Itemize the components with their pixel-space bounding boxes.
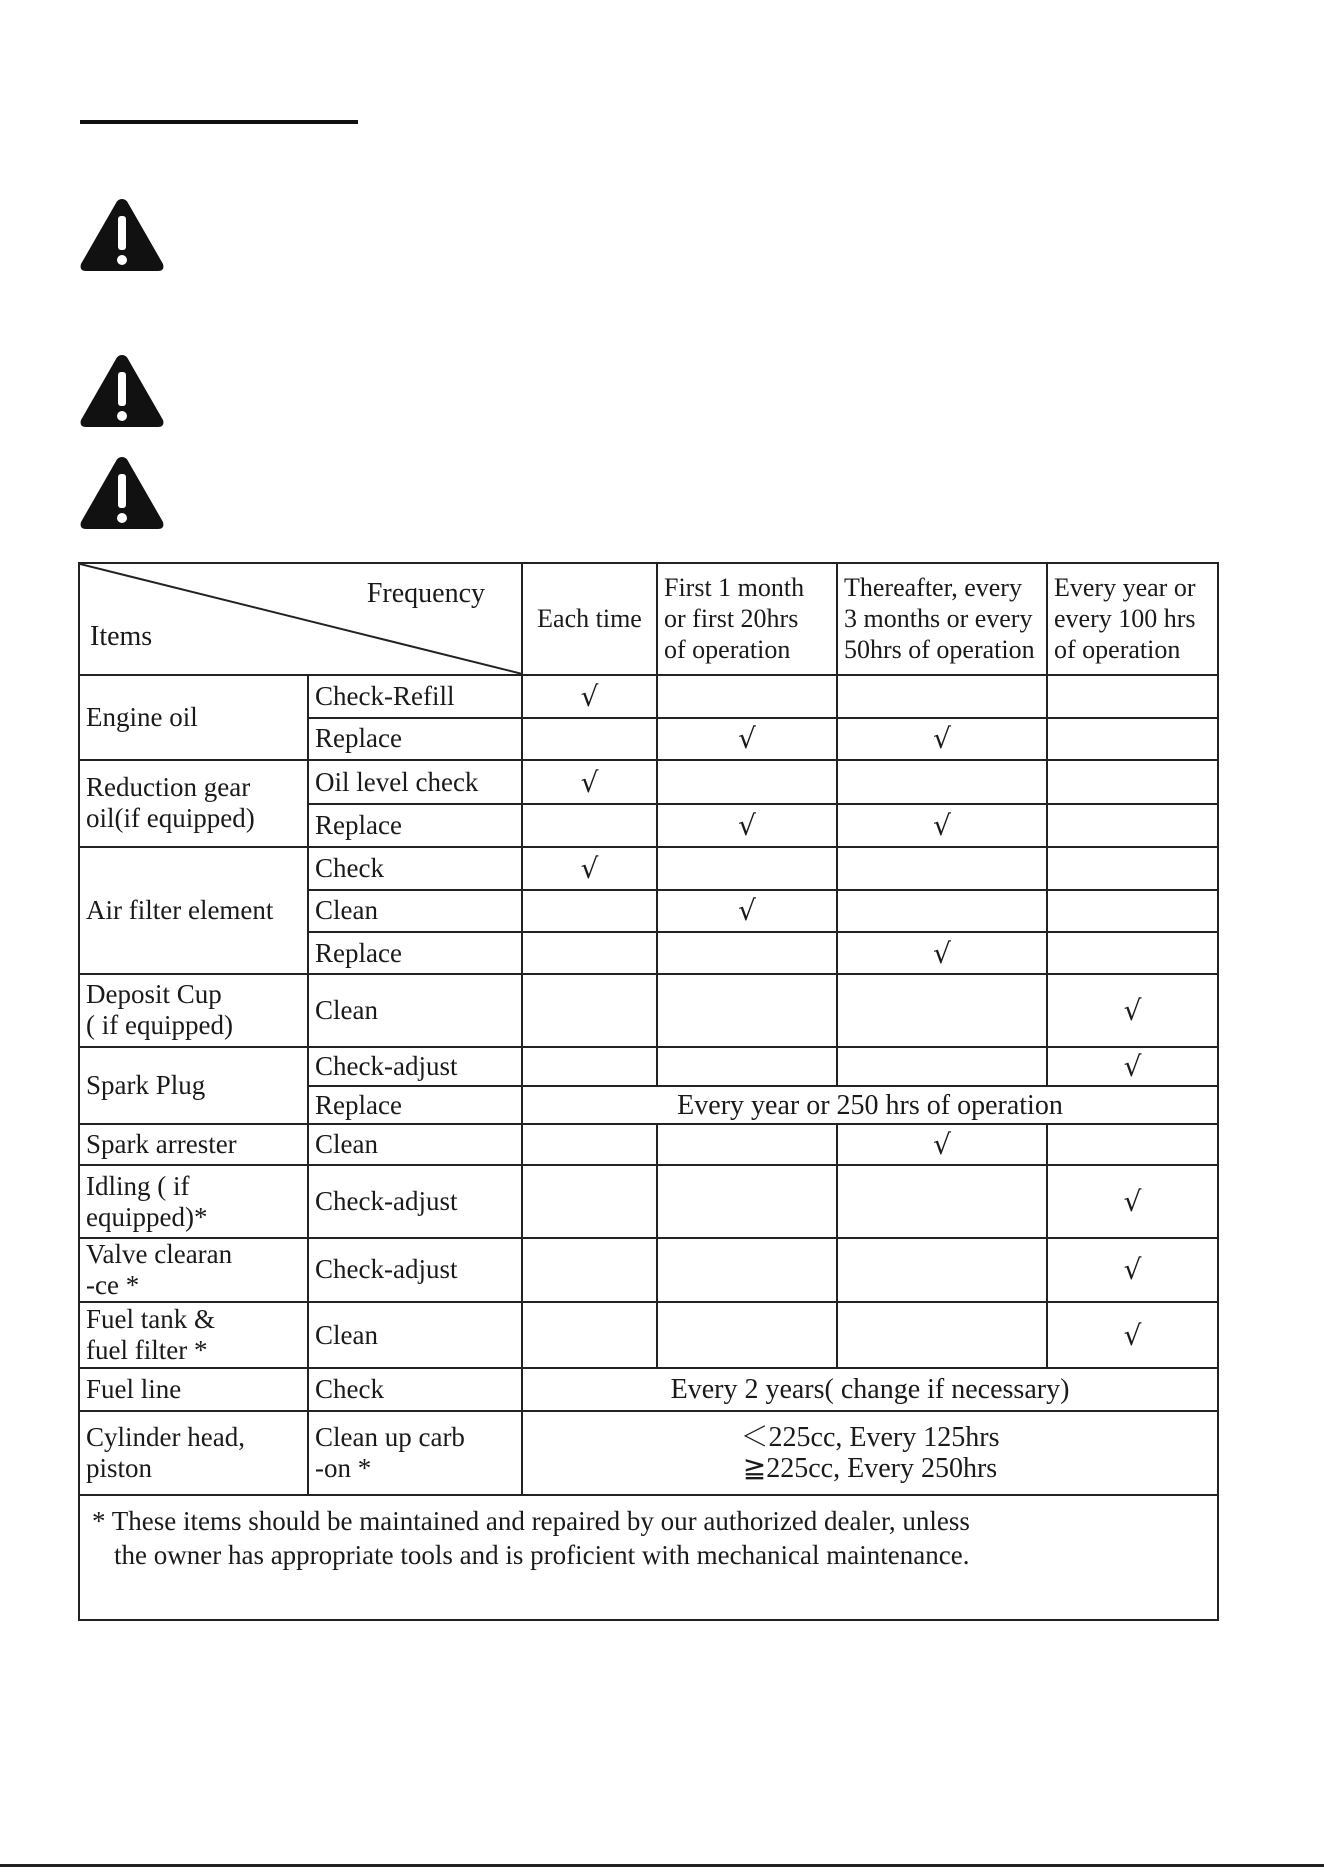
fuel-line-check-interval: Every 2 years( change if necessary) bbox=[522, 1368, 1218, 1410]
check-mark-icon: √ bbox=[837, 1124, 1047, 1165]
table-row bbox=[79, 1302, 1218, 1368]
item-fuel-tank: Fuel tank & fuel filter * bbox=[79, 1302, 308, 1368]
item-idling: Idling ( if equipped)* bbox=[79, 1165, 308, 1237]
table-footnote-row bbox=[79, 1495, 1218, 1620]
item-reduction-gear: Reduction gear oil(if equipped) bbox=[79, 760, 308, 846]
item-cylinder-head: Cylinder head, piston bbox=[79, 1411, 308, 1495]
action-cell: Check bbox=[308, 1368, 522, 1410]
action-cell: Clean bbox=[308, 1124, 522, 1165]
item-spark-arrester: Spark arrester bbox=[79, 1124, 308, 1165]
check-mark-icon: √ bbox=[1047, 1302, 1218, 1368]
footnote: * These items should be maintained and repaired by our authorized dealer, unless the owner has appropriate tools and is proficient with mechanical maintenance. bbox=[79, 1495, 1218, 1620]
table-row bbox=[79, 1124, 1218, 1165]
spark-plug-replace-interval: Every year or 250 hrs of operation bbox=[522, 1086, 1218, 1124]
col-thereafter: Thereafter, every 3 months or every 50hrs of operation bbox=[837, 563, 1047, 675]
check-mark-icon: √ bbox=[1047, 1047, 1218, 1086]
action-cell: Clean bbox=[308, 890, 522, 932]
action-cell: Check-Refill bbox=[308, 675, 522, 718]
item-air-filter: Air filter element bbox=[79, 847, 308, 975]
action-cell: Check-adjust bbox=[308, 1047, 522, 1086]
check-mark-icon: √ bbox=[837, 932, 1047, 974]
heading-underline bbox=[80, 120, 358, 124]
page-bottom-rule bbox=[0, 1864, 1324, 1867]
check-mark-icon: √ bbox=[522, 847, 657, 890]
check-mark-icon: √ bbox=[657, 890, 837, 932]
table-row bbox=[79, 847, 1218, 890]
action-cell: Replace bbox=[308, 932, 522, 974]
item-engine-oil: Engine oil bbox=[79, 675, 308, 760]
table-row bbox=[79, 1238, 1218, 1302]
table-row bbox=[79, 760, 1218, 804]
check-mark-icon: √ bbox=[522, 675, 657, 718]
warning-triangle-icon bbox=[78, 352, 166, 430]
col-first-month: First 1 month or first 20hrs of operation bbox=[657, 563, 837, 675]
action-cell: Check-adjust bbox=[308, 1165, 522, 1237]
check-mark-icon: √ bbox=[1047, 1165, 1218, 1237]
action-cell: Replace bbox=[308, 804, 522, 846]
table-row bbox=[79, 1411, 1218, 1495]
check-mark-icon: √ bbox=[1047, 1238, 1218, 1302]
items-label: Items bbox=[90, 620, 153, 652]
col-every-year: Every year or every 100 hrs of operation bbox=[1047, 563, 1218, 675]
carbon-cleaning-interval: ＜225cc, Every 125hrs ≧225cc, Every 250hrs bbox=[522, 1411, 1218, 1495]
check-mark-icon: √ bbox=[657, 804, 837, 846]
frequency-label: Frequency bbox=[366, 578, 485, 609]
action-cell: Clean bbox=[308, 974, 522, 1046]
item-deposit-cup: Deposit Cup ( if equipped) bbox=[79, 974, 308, 1046]
check-mark-icon: √ bbox=[837, 718, 1047, 760]
action-cell: Clean bbox=[308, 1302, 522, 1368]
warning-triangle-icon bbox=[78, 196, 166, 274]
item-valve-clearance: Valve clearan -ce * bbox=[79, 1238, 308, 1302]
check-mark-icon: √ bbox=[657, 718, 837, 760]
item-fuel-line: Fuel line bbox=[79, 1368, 308, 1410]
maintenance-schedule-table bbox=[78, 562, 1219, 1621]
table-row bbox=[79, 675, 1218, 718]
table-row bbox=[79, 1165, 1218, 1237]
table-row bbox=[79, 1368, 1218, 1410]
action-cell: Check-adjust bbox=[308, 1238, 522, 1302]
table-row bbox=[79, 1047, 1218, 1086]
check-mark-icon: √ bbox=[837, 804, 1047, 846]
table-header-row bbox=[79, 563, 1218, 675]
action-cell: Replace bbox=[308, 718, 522, 760]
check-mark-icon: √ bbox=[1047, 974, 1218, 1046]
check-mark-icon: √ bbox=[522, 760, 657, 804]
item-spark-plug: Spark Plug bbox=[79, 1047, 308, 1124]
action-cell: Clean up carb -on * bbox=[308, 1411, 522, 1495]
col-each-time: Each time bbox=[522, 563, 657, 675]
table-row bbox=[79, 974, 1218, 1046]
action-cell: Oil level check bbox=[308, 760, 522, 804]
action-cell: Replace bbox=[308, 1086, 522, 1124]
warning-triangle-icon bbox=[78, 454, 166, 532]
action-cell: Check bbox=[308, 847, 522, 890]
items-frequency-header bbox=[79, 563, 522, 675]
